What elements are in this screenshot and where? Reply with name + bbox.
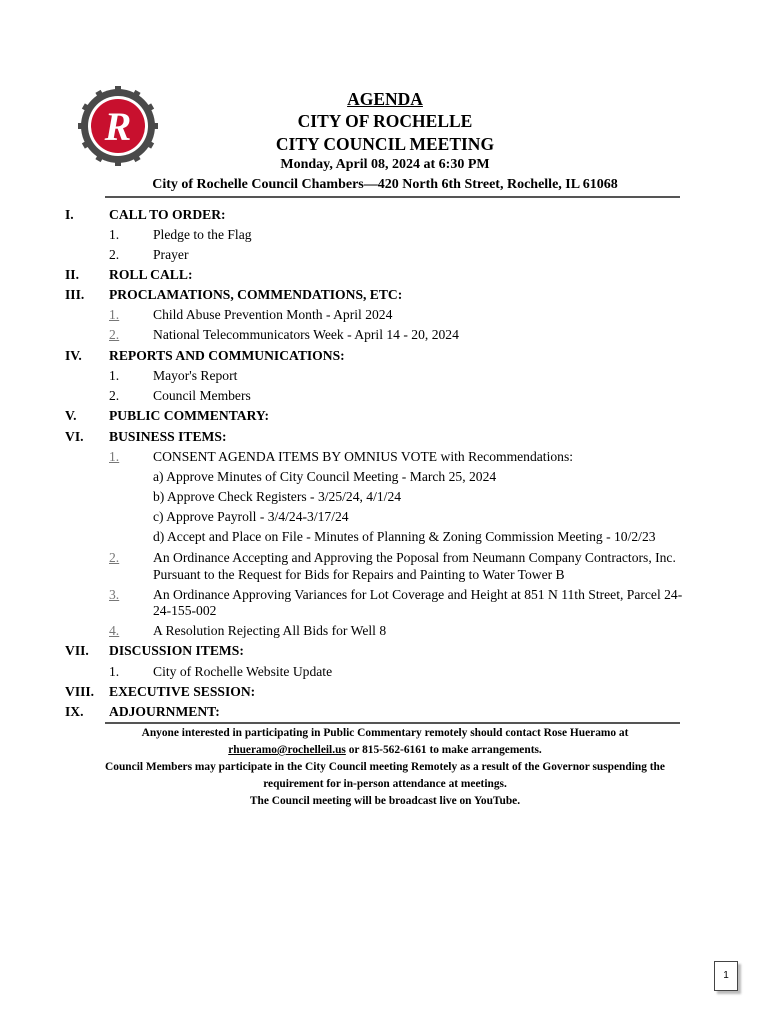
item-text: Pledge to the Flag [153,227,252,242]
item-number: 1. [109,227,120,242]
header-divider [105,196,680,198]
section-roman: VI. [65,429,84,444]
city-name: CITY OF ROCHELLE [297,111,473,131]
section-roman: II. [65,267,79,282]
item-number: 1. [109,368,120,383]
item-text: City of Rochelle Website Update [153,664,333,679]
item-link-number[interactable]: 4. [109,623,120,638]
agenda-title: AGENDA [347,89,423,109]
item-text-continued: 24-155-002 [153,603,217,618]
sub-item-text: a) Approve Minutes of City Council Meeting - March 25, 2024 [153,469,497,484]
sub-item-text: b) Approve Check Registers - 3/25/24, 4/1/24 [153,489,402,504]
item-text: National Telecommunicators Week - April 14 - 20, 2024 [153,327,459,342]
meeting-date: Monday, April 08, 2024 at 6:30 PM [280,157,490,172]
item-text: An Ordinance Accepting and Approving the Poposal from Neumann Company Contractors, Inc. [153,550,676,565]
section-roman: IX. [65,704,84,719]
item-text: Prayer [153,247,189,262]
section-title-executive-session: EXECUTIVE SESSION: [109,684,256,699]
contact-line [60,742,710,759]
meeting-name: CITY COUNCIL MEETING [275,134,495,154]
item-number: 1. [109,664,120,679]
section-title-public-commentary: PUBLIC COMMENTARY: [109,408,270,423]
item-text: CONSENT AGENDA ITEMS BY OMNIUS VOTE with Recommendations: [153,449,574,464]
section-title-roll-call: ROLL CALL: [109,267,193,282]
email-link[interactable]: rhueramo@rochelleil.us [228,744,346,756]
meeting-location: City of Rochelle Council Chambers—420 North 6th Street, Rochelle, IL 61068 [152,177,618,192]
section-roman: V. [65,408,77,423]
section-title-proclamations: PROCLAMATIONS, COMMENDATIONS, ETC: [109,287,403,302]
item-text: A Resolution Rejecting All Bids for Well 8 [153,623,387,638]
logo-letter: R [104,104,132,149]
item-text: An Ordinance Approving Variances for Lot Coverage and Height at 851 N 11th Street, Parcel 24- [153,587,683,602]
section-roman: IV. [65,348,82,363]
item-link-number[interactable]: 2. [109,550,120,565]
item-link-number[interactable]: 3. [109,587,120,602]
remote-participation-notice: Council Members may participate in the City Council meeting Remotely as a result of the Governor suspending the [105,761,665,773]
contact-phone-text: or 815-562-6161 to make arrangements. [345,744,542,756]
section-roman: VIII. [65,684,95,699]
section-title-call-to-order: CALL TO ORDER: [109,207,226,222]
section-roman: VII. [65,643,89,658]
remote-commentary-notice: Anyone interested in participating in Public Commentary remotely should contact Rose Hueramo at [141,727,629,739]
item-link-number[interactable]: 2. [109,327,120,342]
section-title-discussion-items: DISCUSSION ITEMS: [109,643,244,658]
item-number: 2. [109,247,120,262]
item-text-continued: Pursuant to the Request for Bids for Repairs and Painting to Water Tower B [153,567,565,582]
item-number: 2. [109,388,120,403]
item-text: Child Abuse Prevention Month - April 2024 [153,307,393,322]
section-roman: III. [65,287,85,302]
item-link-number[interactable]: 1. [109,449,120,464]
remote-participation-notice-continued: requirement for in-person attendance at meetings. [263,778,507,790]
section-title-adjournment: ADJOURNMENT: [109,704,220,719]
sub-item-text: d) Accept and Place on File - Minutes of Planning & Zoning Commission Meeting - 10/2/23 [153,529,656,544]
item-text: Mayor's Report [153,368,238,383]
item-text: Council Members [153,388,251,403]
section-title-business-items: BUSINESS ITEMS: [109,429,227,444]
footer-divider [105,722,680,724]
section-title-reports: REPORTS AND COMMUNICATIONS: [109,348,345,363]
sub-item-text: c) Approve Payroll - 3/4/24-3/17/24 [153,509,349,524]
item-link-number[interactable]: 1. [109,307,120,322]
page-number: 1 [714,961,738,991]
section-roman: I. [65,207,74,222]
broadcast-notice: The Council meeting will be broadcast live on YouTube. [249,795,521,807]
